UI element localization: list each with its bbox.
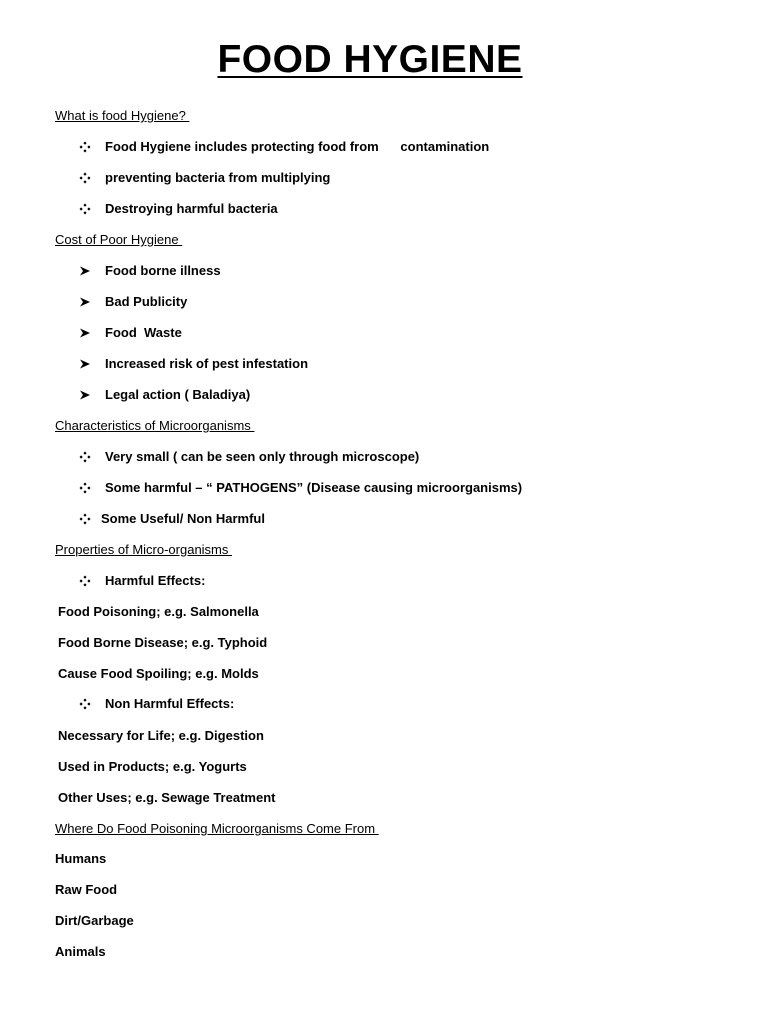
arrow-bullet-icon (79, 358, 91, 370)
heading-cost: Cost of Poor Hygiene (55, 232, 183, 247)
diamond-bullet-icon (79, 203, 91, 215)
diamond-bullet-icon (79, 172, 91, 184)
arrow-bullet-icon (79, 389, 91, 401)
list-item: Used in Products; e.g. Yogurts (58, 759, 247, 774)
list-item: Some Useful/ Non Harmful (101, 511, 265, 526)
list-item: Destroying harmful bacteria (105, 201, 278, 216)
list-item: Bad Publicity (105, 294, 188, 309)
arrow-bullet-icon (79, 265, 91, 277)
list-item: Other Uses; e.g. Sewage Treatment (58, 790, 276, 805)
list-item: Food Poisoning; e.g. Salmonella (58, 604, 259, 619)
list-item: Increased risk of pest infestation (105, 356, 309, 371)
list-item: Legal action ( Baladiya) (105, 387, 251, 402)
diamond-bullet-icon (79, 451, 91, 463)
diamond-bullet-icon (79, 141, 91, 153)
list-item: Food borne illness (105, 263, 221, 278)
list-item: Cause Food Spoiling; e.g. Molds (58, 666, 259, 681)
subheading-harmful: Harmful Effects: (105, 573, 206, 588)
list-item: preventing bacteria from multiplying (105, 170, 331, 185)
diamond-bullet-icon (79, 482, 91, 494)
heading-sources: Where Do Food Poisoning Microorganisms Come From (55, 821, 379, 836)
list-item: Some harmful – “ PATHOGENS” (Disease causing microorganisms) (105, 480, 523, 495)
list-item: Food Waste (105, 325, 182, 340)
subheading-non-harmful: Non Harmful Effects: (105, 696, 235, 711)
list-item: Very small ( can be seen only through microscope) (105, 449, 420, 464)
heading-properties: Properties of Micro-organisms (55, 542, 232, 557)
list-item: Food Borne Disease; e.g. Typhoid (58, 635, 268, 650)
list-item: Dirt/Garbage (55, 913, 134, 928)
diamond-bullet-icon (79, 513, 91, 525)
heading-characteristics: Characteristics of Microorganisms (55, 418, 255, 433)
list-item: Food Hygiene includes protecting food from contamination (105, 139, 490, 154)
list-item: Humans (55, 851, 107, 866)
heading-what-is: What is food Hygiene? (55, 108, 190, 123)
list-item: Necessary for Life; e.g. Digestion (58, 728, 264, 743)
diamond-bullet-icon (79, 575, 91, 587)
list-item: Animals (55, 944, 106, 959)
arrow-bullet-icon (79, 296, 91, 308)
arrow-bullet-icon (79, 327, 91, 339)
diamond-bullet-icon (79, 698, 91, 710)
page-title: FOOD HYGIENE (217, 38, 523, 81)
list-item: Raw Food (55, 882, 118, 897)
